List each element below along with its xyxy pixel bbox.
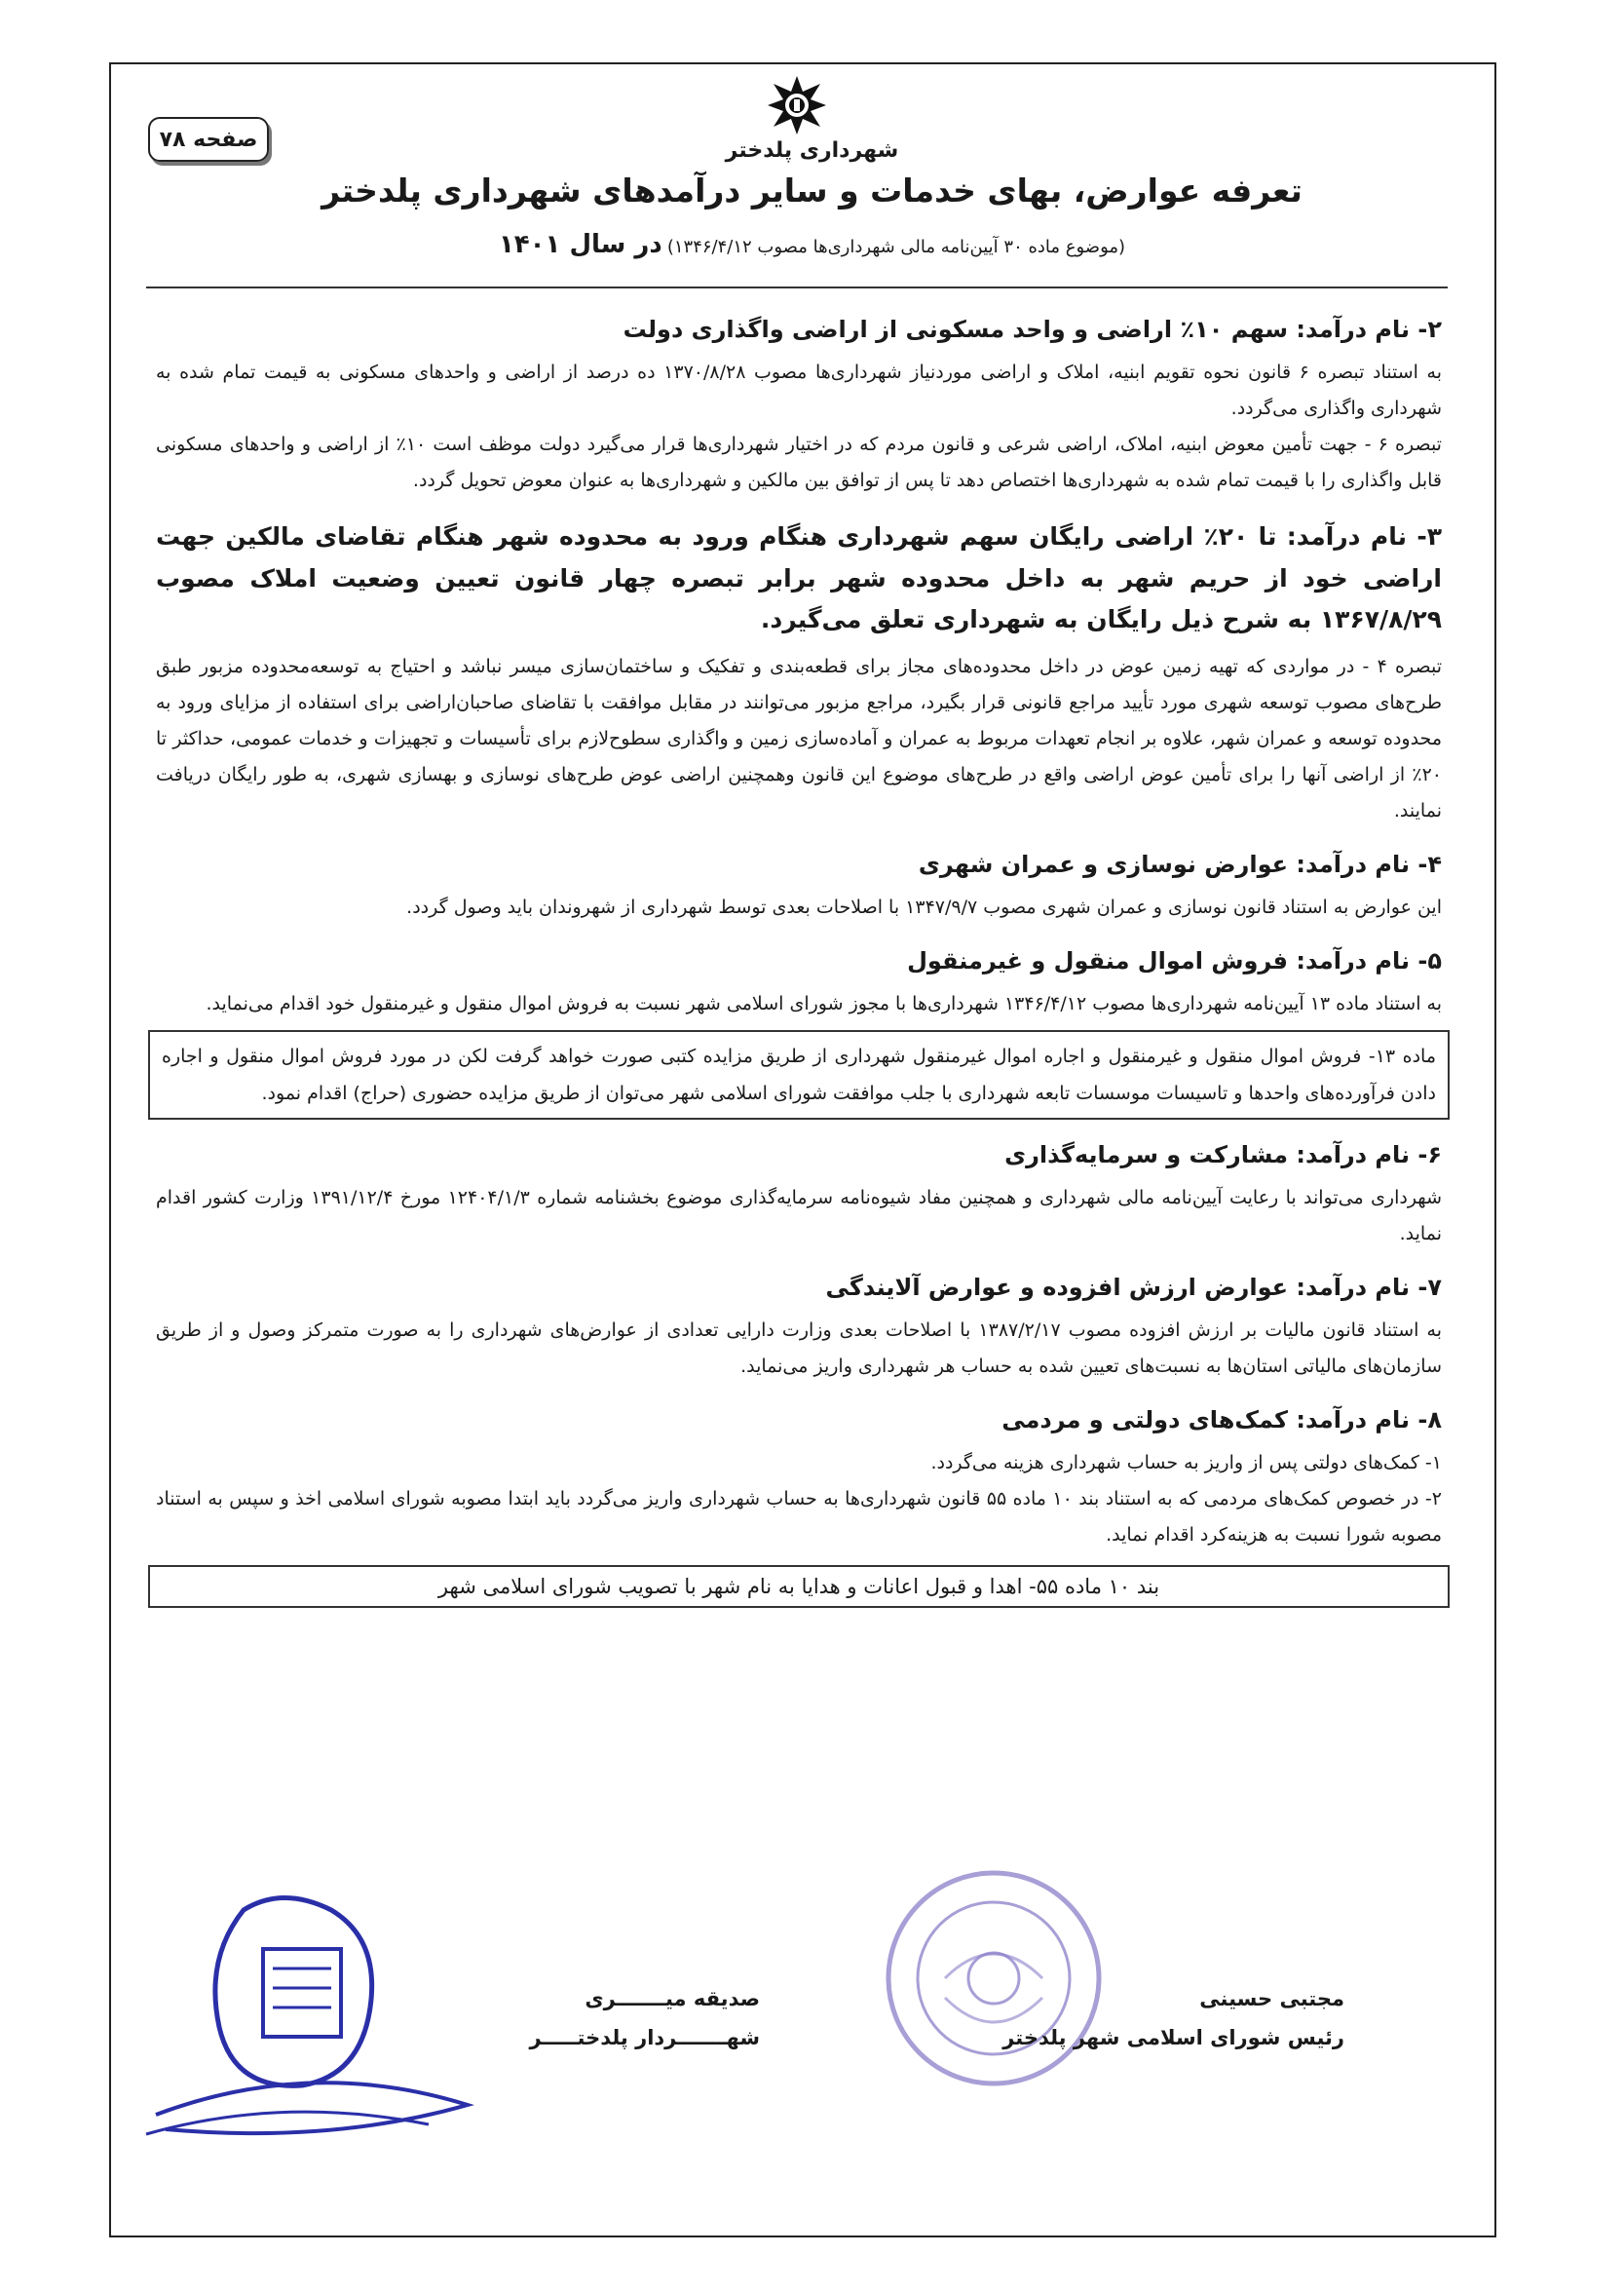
section-paragraph: این عوارض به استناد قانون نوسازی و عمران شهری مصوب ۱۳۴۷/۹/۷ با اصلاحات بعدی توسط شهرداری از شهروندان باید وصول گردد. [406, 896, 1442, 918]
section-heading: ۶- نام درآمد: مشارکت و سرمایه‌گذاری [1004, 1141, 1442, 1169]
section-5 [156, 943, 1442, 1120]
section-heading: ۸- نام درآمد: کمک‌های دولتی و مردمی [1001, 1406, 1442, 1434]
section-paragraph: به استناد تبصره ۶ قانون نحوه تقویم ابنیه، املاک و اراضی موردنیاز شهرداری‌ها مصوب ۱۳۷۰/۸/۲۸ ده درصد از اراضی و واحدهای مسکونی به قیمت تمام شده به شهرداری واگذاری می‌گردد. [156, 362, 1442, 420]
section-heading: ۷- نام درآمد: عوارض ارزش افزوده و عوارض آلایندگی [825, 1274, 1442, 1302]
section-4 [156, 847, 1442, 926]
section-2 [156, 312, 1442, 499]
signatory-title: رئیس شورای اسلامی شهر پلدختر [1002, 2025, 1344, 2049]
article-13-box [148, 1030, 1450, 1120]
section-heading: ۵- نام درآمد: فروش اموال منقول و غیرمنقول [907, 946, 1442, 975]
council-seal-stamp-icon [877, 1861, 1111, 2095]
signatory-title: شهـــــــردار پلدختـــــر [529, 2025, 760, 2049]
section-6 [156, 1137, 1442, 1252]
article-13-text: ماده ۱۳- فروش اموال منقول و غیرمنقول و اجاره اموال غیرمنقول شهرداری از طریق مزایده کتبی صورت خواهد گرفت لکن در مورد فروش اموال منقول و اجاره دادن فرآورده‌های واحدها و تاسیسات موسسات تابعه شهرداری با جلب موافقت شورای اسلامی شهر می‌توان از طریق مزایده حضوری (حراج) اقدام نمود. [162, 1046, 1436, 1105]
section-paragraph: شهرداری می‌تواند با رعایت آیین‌نامه مالی شهرداری و همچنین مفاد شیوه‌نامه سرمایه‌گذاری موضوع بخشنامه شماره ۱۲۴۰۴/۱/۳ مورخ ۱۳۹۱/۱۲/۴ وزارت کشور اقدام نماید. [156, 1187, 1442, 1245]
document-subtitle [0, 230, 1624, 259]
section-heading: ۳- نام درآمد: تا ۲۰٪ اراضی رایگان سهم شهرداری هنگام ورود به محدوده شهر هنگام تقاضای مالکین جهت اراضی خود از حریم شهر به داخل محدوده شهر برابر تبصره چهار قانون تعیین وضعیت املاک مصوب ۱۳۶۷/۸/۲۹ به شرح ذیل رایگان به شهرداری تعلق می‌گیرد. [156, 522, 1442, 634]
clause-10-box: بند ۱۰ ماده ۵۵- اهدا و قبول اعانات و هدایا به نام شهر با تصویب شورای اسلامی شهر [148, 1565, 1450, 1608]
signatory-name: مجتبی حسینی [1199, 1987, 1344, 2010]
section-paragraph: به استناد ماده ۱۳ آیین‌نامه شهرداری‌ها مصوب ۱۳۴۶/۴/۱۲ شهرداری‌ها با مجوز شورای اسلامی شهر نسبت به فروش اموال منقول و غیرمنقول خود اقدام می‌نماید. [206, 992, 1442, 1014]
section-heading: ۴- نام درآمد: عوارض نوسازی و عمران شهری [918, 850, 1442, 878]
municipality-name: شهرداری پلدختر [725, 138, 899, 163]
section-heading: ۲- نام درآمد: سهم ۱۰٪ اراضی و واحد مسکونی از اراضی واگذاری دولت [623, 316, 1442, 343]
signatory-name: صدیقه میـــــــری [585, 1987, 760, 2010]
section-paragraph: ۲- در خصوص کمک‌های مردمی که به استناد بند ۱۰ ماده ۵۵ قانون شهرداری‌ها به حساب شهرداری واریز می‌گردد باید ابتدا مصوبه شورای اسلامی اخذ و سپس به استناد مصوبه شورا نسبت به هزینه‌کرد اقدام نماید. [156, 1488, 1442, 1547]
section-paragraph: ۱- کمک‌های دولتی پس از واریز به حساب شهرداری هزینه می‌گردد. [930, 1452, 1442, 1474]
section-7 [156, 1270, 1442, 1385]
header-divider [146, 287, 1448, 288]
subtitle-reference: (موضوع ماده ۳۰ آیین‌نامه مالی شهرداری‌ها مصوب ۱۳۴۶/۴/۱۲) [666, 237, 1126, 257]
section-paragraph: به استناد قانون مالیات بر ارزش افزوده مصوب ۱۳۸۷/۲/۱۷ با اصلاحات بعدی وزارت دارایی تعدادی از عوارض‌های شهرداری را به صورت متمرکز وصول و از طریق سازمان‌های مالیاتی استان‌ها به نسبت‌های تعیین شده به حساب هر شهرداری واریز می‌نماید. [156, 1319, 1442, 1378]
document-body [156, 312, 1442, 1625]
municipality-emblem-icon [766, 74, 828, 136]
mayor-signature [419, 1980, 760, 2058]
page-number-label: صفحه ۷۸ [159, 127, 258, 152]
council-chairman-signature [916, 1980, 1344, 2058]
subtitle-year: در سال ۱۴۰۱ [498, 230, 662, 259]
section-paragraph: تبصره ۶ - جهت تأمین معوض ابنیه، املاک، اراضی شرعی و قانون مردم که در اختیار شهرداری‌ها قرار می‌گیرد دولت موظف است ۱۰٪ از اراضی و واحدهای مسکونی قابل واگذاری را با قیمت تمام شده به شهرداری‌ها اختصاص دهد تا پس از توافق بین مالکین و شهرداری‌ها به عنوان معوض تحویل گردد. [156, 434, 1442, 492]
section-8 [156, 1402, 1442, 1608]
document-title: تعرفه عوارض، بهای خدمات و سایر درآمدهای شهرداری پلدختر [321, 172, 1303, 210]
section-paragraph: تبصره ۴ - در مواردی که تهیه زمین عوض در داخل محدوده‌های مجاز برای قطعه‌بندی و تفکیک و ساختمان‌سازی میسر نباشد و احتیاج به توسعه‌محدوده مزبور طبق طرح‌های مصوب توسعه شهری مورد تأیید مراجع قانونی قرار بگیرد، مراجع مزبور می‌توانند در مقابل موافقت با تقاضای صاحبان‌اراضی برای استفاده از مزایای ورود به محدوده توسعه و عمران شهر، علاوه بر انجام تعهدات مربوط به عمران و آماده‌سازی زمین و واگذاری سطوح‌لازم برای تأسیسات و تجهیزات و خدمات عمومی، حداکثر تا ۲۰٪ از اراضی آنها را برای تأمین عوض اراضی واقع در طرح‌های موضوع این قانون وهمچنین اراضی عوض طرح‌های نوسازی و بهسازی شهری، به طور رایگان دریافت نمایند. [156, 655, 1442, 822]
section-3 [156, 516, 1442, 829]
